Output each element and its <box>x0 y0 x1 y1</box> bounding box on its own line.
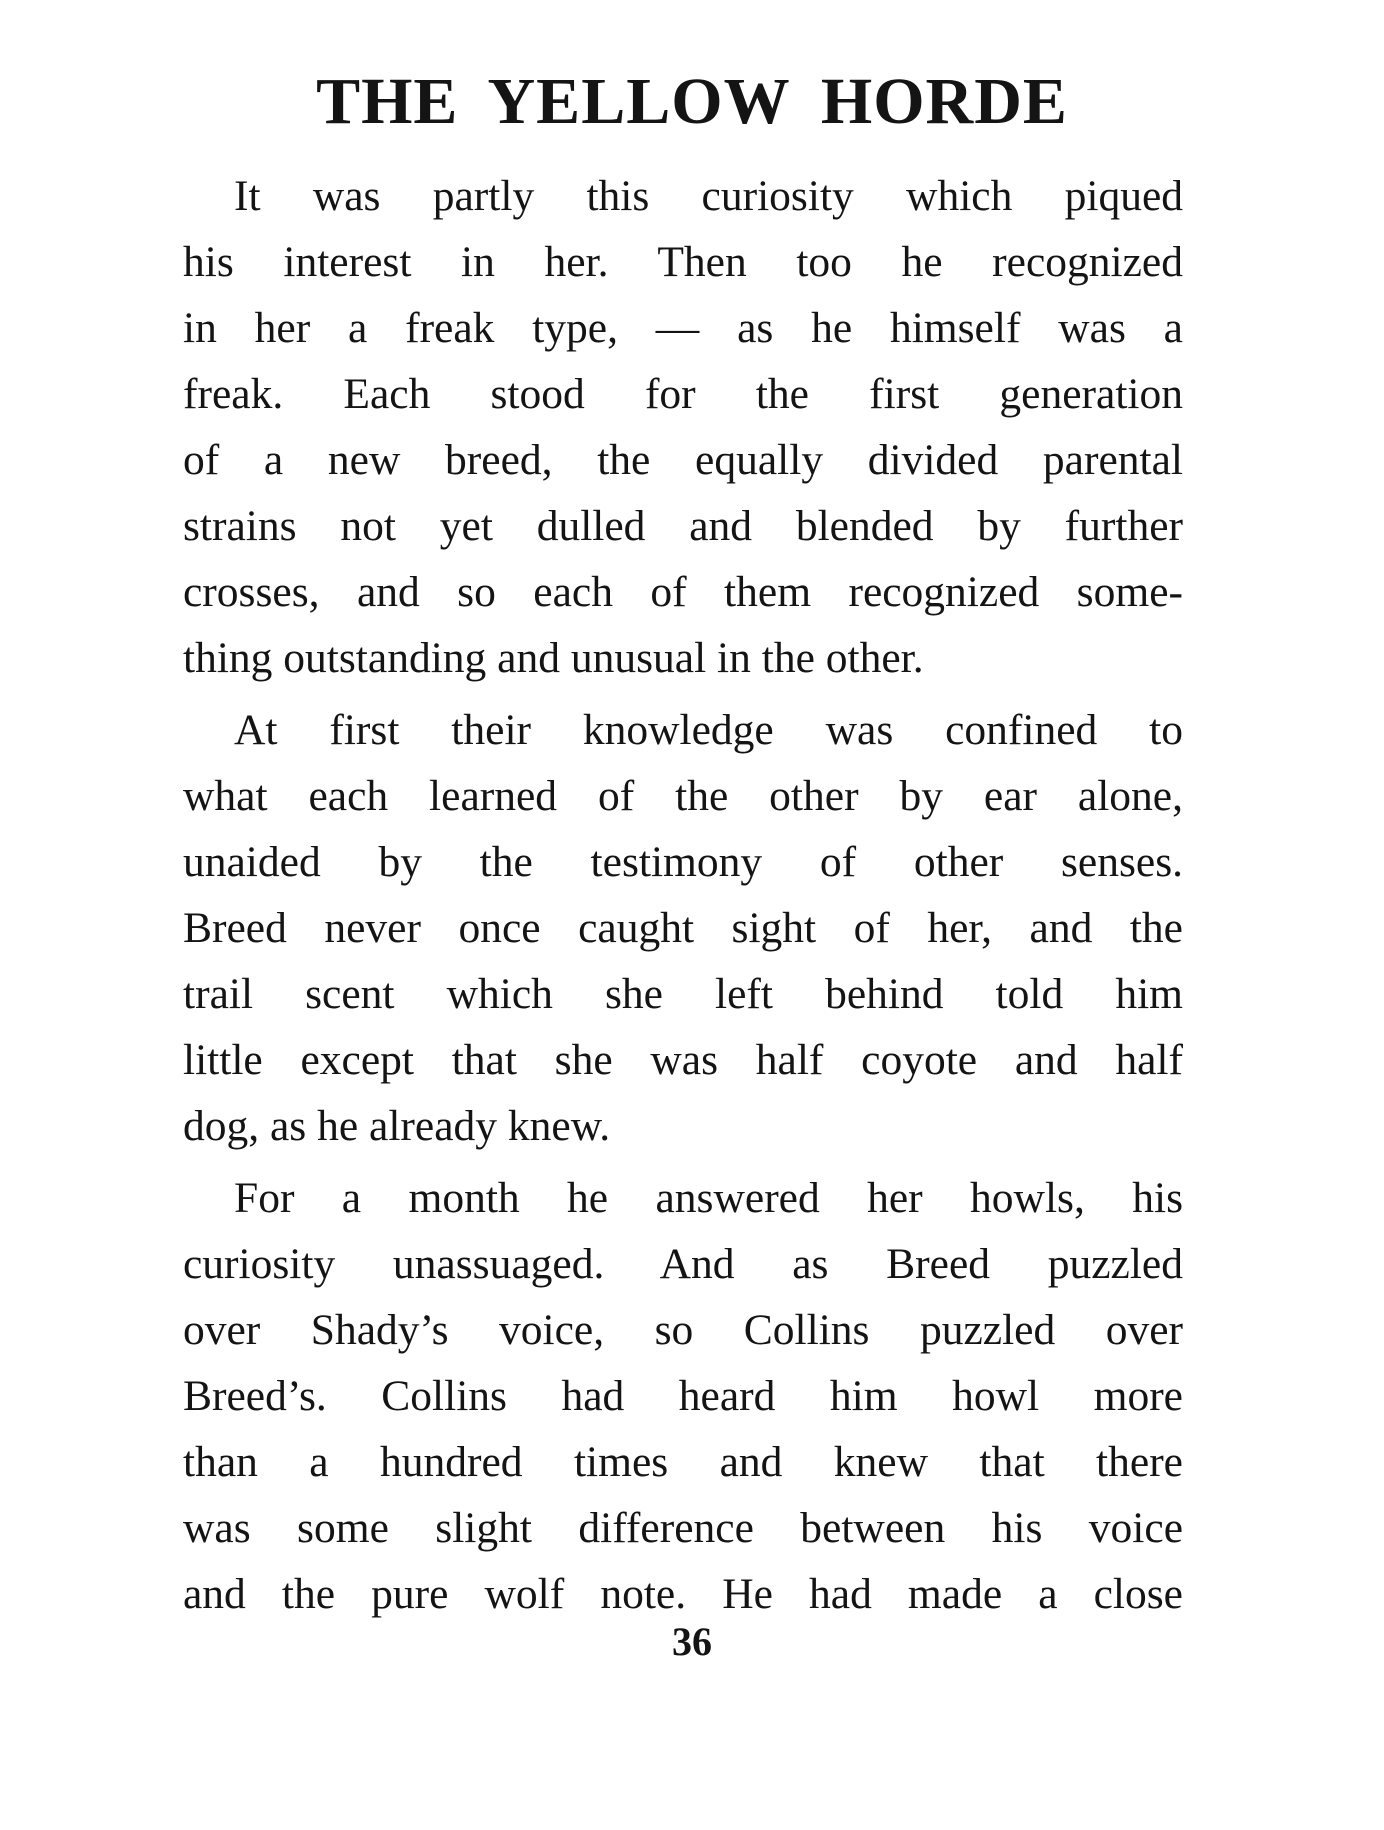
text-line: dog, as he already knew. <box>183 1102 611 1150</box>
text-line: over Shady’s voice, so Collins puzzled over <box>183 1306 1183 1354</box>
text-line: was some slight difference between his voice <box>183 1504 1183 1552</box>
text-line: Breed never once caught sight of her, and the <box>183 904 1183 952</box>
paragraph-2 <box>183 697 1183 1159</box>
text-line: freak. Each stood for the first generation <box>183 370 1183 418</box>
text-line: trail scent which she left behind told him <box>183 970 1183 1018</box>
text-line: thing outstanding and unusual in the other. <box>183 634 924 682</box>
text-line: in her a freak type, — as he himself was a <box>183 304 1183 352</box>
text-line: strains not yet dulled and blended by further <box>183 502 1183 550</box>
page-number: 36 <box>672 1619 712 1664</box>
text-line: his interest in her. Then too he recognized <box>183 238 1183 286</box>
body-text <box>183 163 1183 1633</box>
text-line: and the pure wolf note. He had made a close <box>183 1570 1183 1618</box>
text-line: curiosity unassuaged. And as Breed puzzled <box>183 1240 1183 1288</box>
text-line: For a month he answered her howls, his <box>234 1174 1183 1222</box>
text-line: unaided by the testimony of other senses. <box>183 838 1183 886</box>
running-head: THE YELLOW HORDE <box>316 65 1068 138</box>
text-line: than a hundred times and knew that there <box>183 1438 1183 1486</box>
text-line: what each learned of the other by ear alone, <box>183 772 1183 820</box>
text-line: little except that she was half coyote and half <box>183 1036 1183 1084</box>
text-line: Breed’s. Collins had heard him howl more <box>183 1372 1183 1420</box>
text-line: It was partly this curiosity which piqued <box>234 172 1183 220</box>
paragraph-1 <box>183 163 1183 691</box>
text-line: crosses, and so each of them recognized some- <box>183 568 1183 616</box>
text-line: of a new breed, the equally divided parental <box>183 436 1183 484</box>
text-line: At first their knowledge was confined to <box>234 706 1183 754</box>
paragraph-3 <box>183 1165 1183 1627</box>
